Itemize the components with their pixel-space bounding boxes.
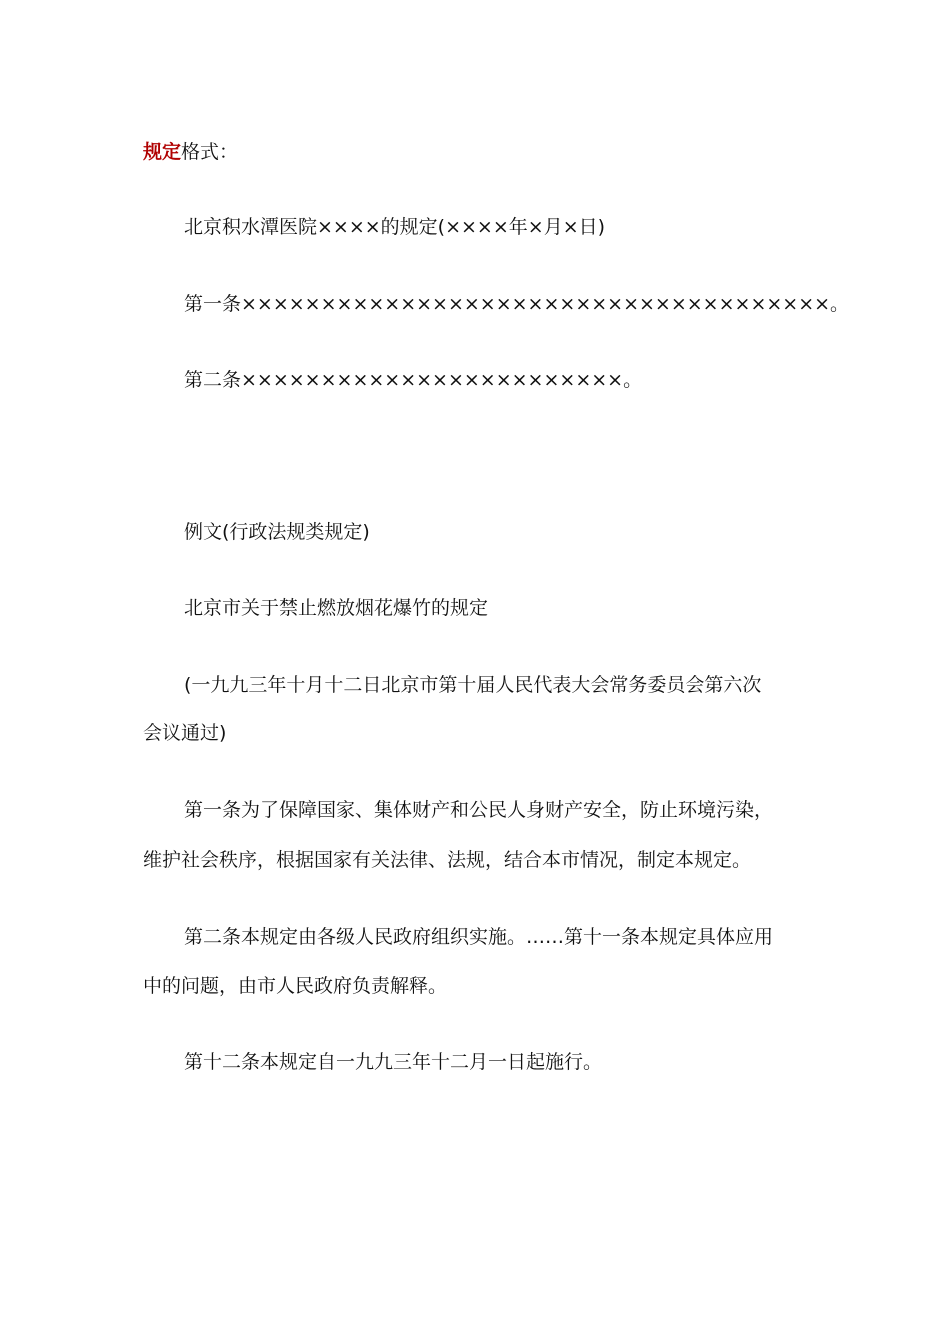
heading-rest-text: 格式：	[181, 141, 239, 163]
example-adoption-line-2: 会议通过)	[143, 722, 227, 744]
heading-accent-text: 规定	[143, 141, 182, 163]
example-article-12: 第十二条本规定自一九九三年十二月一日起施行。	[184, 1051, 603, 1073]
section-heading	[143, 138, 813, 166]
example-label: 例文(行政法规类规定)	[184, 521, 370, 543]
example-adoption-line-1: (一九九三年十月十二日北京市第十届人民代表大会常务委员会第六次	[184, 674, 762, 696]
example-article-2-line-1: 第二条本规定由各级人民政府组织实施。……第十一条本规定具体应用	[184, 926, 774, 948]
template-article-2: 第二条××××××××××××××××××××××××。	[184, 369, 643, 391]
example-article-2-line-2: 中的问题，由市人民政府负责解释。	[143, 975, 448, 997]
example-article-1-line-1: 第一条为了保障国家、集体财产和公民人身财产安全，防止环境污染，	[184, 799, 774, 821]
template-title: 北京积水潭医院××××的规定(××××年×月×日)	[184, 216, 606, 238]
example-title: 北京市关于禁止燃放烟花爆竹的规定	[184, 597, 489, 619]
example-article-1-line-2: 维护社会秩序，根据国家有关法律、法规，结合本市情况，制定本规定。	[143, 849, 752, 871]
template-article-1: 第一条×××××××××××××××××××××××××××××××××××××。	[184, 293, 850, 315]
